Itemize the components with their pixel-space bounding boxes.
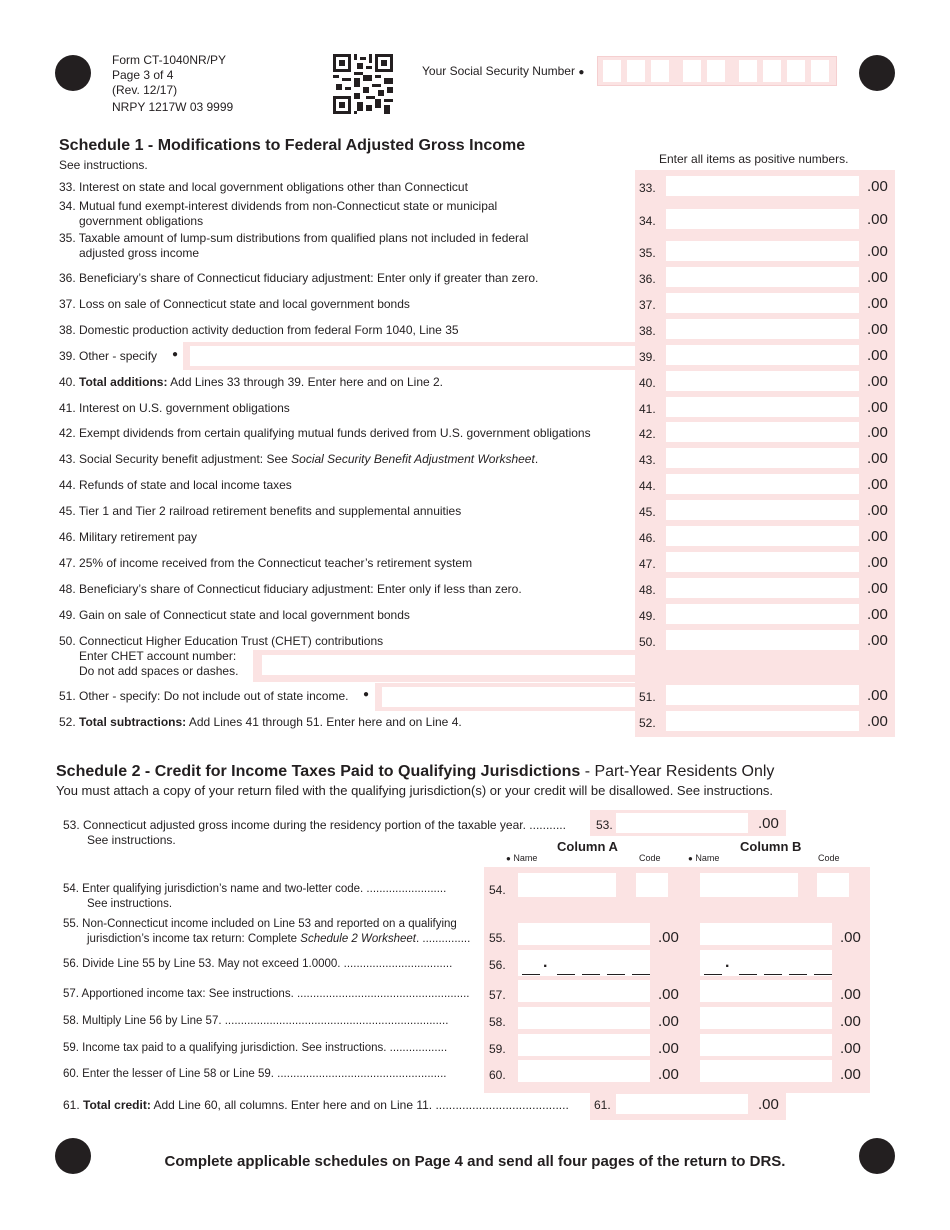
line-34-input[interactable] <box>666 209 859 229</box>
line-51-label: 51. Other - specify: Do not include out of state income. <box>59 689 349 703</box>
line-40-input[interactable] <box>666 371 859 391</box>
line-60-col-a-input[interactable] <box>518 1060 650 1082</box>
ssn-digit-5[interactable] <box>707 60 725 82</box>
ssn-digit-4[interactable] <box>683 60 701 82</box>
line-48-input[interactable] <box>666 578 859 598</box>
line-53-input[interactable] <box>616 813 748 833</box>
ssn-digit-2[interactable] <box>627 60 645 82</box>
line-50-number: 50. <box>639 635 656 649</box>
line-53-cents: .00 <box>758 815 779 832</box>
line-42-number: 42. <box>639 427 656 441</box>
line-53-label: 53. Connecticut adjusted gross income during the residency portion of the taxable year. ........... See instructions. <box>63 818 566 847</box>
line-44-label: 44. Refunds of state and local income taxes <box>59 478 292 492</box>
ssn-digit-6[interactable] <box>739 60 757 82</box>
line-56-col-b-input[interactable] <box>700 950 832 976</box>
line-46-cents: .00 <box>867 528 888 545</box>
line-40-cents: .00 <box>867 373 888 390</box>
line-43-number: 43. <box>639 453 656 467</box>
line-44-number: 44. <box>639 479 656 493</box>
line-59-col-b-cents: .00 <box>840 1040 861 1057</box>
line-39-number: 39. <box>639 350 656 364</box>
line-48-cents: .00 <box>867 580 888 597</box>
line-39-input[interactable] <box>666 345 859 365</box>
line-56-col-b-decimal: . <box>725 954 730 971</box>
line-44-cents: .00 <box>867 476 888 493</box>
line-58-col-b-input[interactable] <box>700 1007 832 1029</box>
line-41-number: 41. <box>639 402 656 416</box>
line-43-label: 43. Social Security benefit adjustment: See Social Security Benefit Adjustment Worksheet. <box>59 452 539 466</box>
line-50-cents: .00 <box>867 632 888 649</box>
line-38-number: 38. <box>639 324 656 338</box>
form-code: NRPY 1217W 03 9999 <box>112 100 234 114</box>
line-33-number: 33. <box>639 181 656 195</box>
line-51-cents: .00 <box>867 687 888 704</box>
line-59-number: 59. <box>489 1042 506 1056</box>
form-header <box>112 53 233 115</box>
line-61-input[interactable] <box>616 1094 748 1114</box>
line-58-col-a-cents: .00 <box>658 1013 679 1030</box>
line-58-number: 58. <box>489 1015 506 1029</box>
line-56-label: 56. Divide Line 55 by Line 53. May not exceed 1.0000. .................................. <box>63 958 453 970</box>
line-56-col-b-digit-5 <box>814 974 832 975</box>
line-55-col-b-input[interactable] <box>700 923 832 945</box>
line-51-specify-input[interactable] <box>382 687 635 707</box>
line-54-col-a-name-input[interactable] <box>518 873 616 897</box>
line-34-cents: .00 <box>867 211 888 228</box>
line-56-col-a-digit-3 <box>582 974 600 975</box>
line-47-cents: .00 <box>867 554 888 571</box>
line-42-input[interactable] <box>666 422 859 442</box>
line-57-col-a-cents: .00 <box>658 986 679 1003</box>
line-55-col-a-cents: .00 <box>658 929 679 946</box>
line-48-label: 48. Beneficiary’s share of Connecticut fiduciary adjustment: Enter only if less than zero. <box>59 582 522 596</box>
line-51-input[interactable] <box>666 685 859 705</box>
line-52-number: 52. <box>639 716 656 730</box>
line-35-cents: .00 <box>867 243 888 260</box>
line-50-input[interactable] <box>666 630 859 650</box>
line-45-label: 45. Tier 1 and Tier 2 railroad retirement benefits and supplemental annuities <box>59 504 462 518</box>
line-52-cents: .00 <box>867 713 888 730</box>
line-46-input[interactable] <box>666 526 859 546</box>
line-57-number: 57. <box>489 988 506 1002</box>
line-42-cents: .00 <box>867 424 888 441</box>
line-37-cents: .00 <box>867 295 888 312</box>
line-51-number: 51. <box>639 690 656 704</box>
line-59-col-a-input[interactable] <box>518 1034 650 1056</box>
line-39-cents: .00 <box>867 347 888 364</box>
line-60-col-b-input[interactable] <box>700 1060 832 1082</box>
line-58-col-a-input[interactable] <box>518 1007 650 1029</box>
line-57-col-b-input[interactable] <box>700 980 832 1002</box>
line-52-input[interactable] <box>666 711 859 731</box>
line-54-col-a-code-input[interactable] <box>636 873 668 897</box>
line-53-number: 53. <box>596 818 613 832</box>
page-number: Page 3 of 4 <box>112 68 174 82</box>
line-56-col-a-decimal: . <box>543 954 548 971</box>
line-58-label: 58. Multiply Line 56 by Line 57. ...................................................................... <box>63 1015 449 1027</box>
line-34-number: 34. <box>639 214 656 228</box>
line-41-cents: .00 <box>867 399 888 416</box>
form-id: Form CT-1040NR/PY <box>112 53 227 67</box>
line-43-input[interactable] <box>666 448 859 468</box>
line-39-bullet: ● <box>172 349 179 360</box>
line-40-number: 40. <box>639 376 656 390</box>
registration-mark-top-right <box>859 55 895 91</box>
line-60-number: 60. <box>489 1068 506 1082</box>
line-56-col-b-digit-1 <box>704 974 722 975</box>
line-41-input[interactable] <box>666 397 859 417</box>
registration-mark-top-left <box>55 55 91 91</box>
positive-numbers-note: Enter all items as positive numbers. <box>659 152 849 166</box>
line-60-col-a-cents: .00 <box>658 1066 679 1083</box>
line-56-col-b-digit-3 <box>764 974 782 975</box>
revision: (Rev. 12/17) <box>112 83 178 97</box>
line-61-cents: .00 <box>758 1096 779 1113</box>
schedule1-title: Schedule 1 - Modifications to Federal Adjusted Gross Income <box>59 137 526 154</box>
line-56-col-a-digit-2 <box>557 974 575 975</box>
line-56-col-a-digit-1 <box>522 974 540 975</box>
line-54-number: 54. <box>489 883 506 897</box>
line-59-col-a-cents: .00 <box>658 1040 679 1057</box>
schedule2-note: You must attach a copy of your return filed with the qualifying jurisdiction(s) or your credit will be disallowed. See instructions. <box>56 783 774 798</box>
line-54-col-b-code-input[interactable] <box>817 873 849 897</box>
column-a-code-label: Code <box>639 853 661 863</box>
line-43-cents: .00 <box>867 450 888 467</box>
line-33-input[interactable] <box>666 176 859 196</box>
line-61-number: 61. <box>594 1098 611 1112</box>
line-45-number: 45. <box>639 505 656 519</box>
column-b-name-label: ● Name <box>688 853 720 863</box>
line-45-cents: .00 <box>867 502 888 519</box>
line-49-label: 49. Gain on sale of Connecticut state and local government bonds <box>59 608 410 622</box>
line-55-col-b-cents: .00 <box>840 929 861 946</box>
column-a-header: Column A <box>557 839 618 854</box>
line-61-label: 61. Total credit: Add Line 60, all columns. Enter here and on Line 11. ........................................ <box>63 1098 569 1112</box>
line-56-col-a-digit-5 <box>632 974 650 975</box>
line-36-label: 36. Beneficiary’s share of Connecticut fiduciary adjustment: Enter only if greater than zero. <box>59 271 539 285</box>
line-55-number: 55. <box>489 931 506 945</box>
line-37-number: 37. <box>639 298 656 312</box>
line-47-label: 47. 25% of income received from the Connecticut teacher’s retirement system <box>59 556 473 570</box>
line-44-input[interactable] <box>666 474 859 494</box>
line-60-col-b-cents: .00 <box>840 1066 861 1083</box>
line-49-cents: .00 <box>867 606 888 623</box>
line-35-label: 35. Taxable amount of lump-sum distributions from qualified plans not included in federal adjusted gross income <box>59 231 529 260</box>
line-40-label: 40. Total additions: Add Lines 33 through 39. Enter here and on Line 2. <box>59 375 444 389</box>
line-47-number: 47. <box>639 557 656 571</box>
line-46-label: 46. Military retirement pay <box>59 530 198 544</box>
line-54-label: 54. Enter qualifying jurisdiction’s name and two-letter code. ......................... See instructions. <box>63 883 447 910</box>
line-55-col-a-input[interactable] <box>518 923 650 945</box>
line-59-col-b-input[interactable] <box>700 1034 832 1056</box>
ssn-label: Your Social Security Number ● <box>422 64 585 78</box>
line-34-label: 34. Mutual fund exempt-interest dividends from non-Connecticut state or municipal government obligations <box>59 199 498 228</box>
line-54-col-b-name-input[interactable] <box>700 873 798 897</box>
line-37-label: 37. Loss on sale of Connecticut state and local government bonds <box>59 297 410 311</box>
line-33-cents: .00 <box>867 178 888 195</box>
line-60-label: 60. Enter the lesser of Line 58 or Line 59. ..................................................... <box>63 1068 447 1080</box>
line-36-input[interactable] <box>666 267 859 287</box>
chet-account-input[interactable] <box>262 655 635 675</box>
line-36-number: 36. <box>639 272 656 286</box>
line-51-bullet: ● <box>363 689 370 700</box>
line-48-number: 48. <box>639 583 656 597</box>
line-46-number: 46. <box>639 531 656 545</box>
line-52-label: 52. Total subtractions: Add Lines 41 through 51. Enter here and on Line 4. <box>59 715 462 729</box>
ssn-digit-3[interactable] <box>651 60 669 82</box>
line-57-col-b-cents: .00 <box>840 986 861 1003</box>
ssn-digit-8[interactable] <box>787 60 805 82</box>
column-a-name-label: ● Name <box>506 853 538 863</box>
line-50-label: 50. Connecticut Higher Education Trust (CHET) contributions Enter CHET account number: Do not add spaces or dashes. <box>59 634 384 678</box>
line-38-input[interactable] <box>666 319 859 339</box>
line-47-input[interactable] <box>666 552 859 572</box>
line-38-cents: .00 <box>867 321 888 338</box>
line-58-col-b-cents: .00 <box>840 1013 861 1030</box>
footer-note: Complete applicable schedules on Page 4 and send all four pages of the return to DRS. <box>164 1153 786 1170</box>
line-56-col-b-digit-2 <box>739 974 757 975</box>
line-42-label: 42. Exempt dividends from certain qualifying mutual funds derived from U.S. government obligations <box>59 426 591 440</box>
line-45-input[interactable] <box>666 500 859 520</box>
qr-code-icon <box>333 54 393 114</box>
line-35-input[interactable] <box>666 241 859 261</box>
line-39-label: 39. Other - specify <box>59 349 158 363</box>
line-56-col-b-digit-4 <box>789 974 807 975</box>
line-41-label: 41. Interest on U.S. government obligations <box>59 401 290 415</box>
column-b-code-label: Code <box>818 853 840 863</box>
line-33-label: 33. Interest on state and local government obligations other than Connecticut <box>59 180 468 194</box>
line-49-number: 49. <box>639 609 656 623</box>
line-38-label: 38. Domestic production activity deduction from federal Form 1040, Line 35 <box>59 323 459 337</box>
line-56-col-a-digit-4 <box>607 974 625 975</box>
column-b-header: Column B <box>740 839 802 854</box>
line-56-number: 56. <box>489 958 506 972</box>
line-36-cents: .00 <box>867 269 888 286</box>
line-59-label: 59. Income tax paid to a qualifying jurisdiction. See instructions. .................. <box>63 1042 448 1054</box>
ssn-digit-1[interactable] <box>603 60 621 82</box>
line-39-specify-input[interactable] <box>190 346 635 366</box>
line-55-label: 55. Non-Connecticut income included on Line 53 and reported on a qualifying jurisdiction’s income tax return: Complete Schedule 2 Worksheet. ............... <box>63 918 471 945</box>
ssn-digit-7[interactable] <box>763 60 781 82</box>
line-35-number: 35. <box>639 246 656 260</box>
schedule2-title: Schedule 2 - Credit for Income Taxes Paid to Qualifying Jurisdictions - Part-Year Residents Only <box>56 763 775 780</box>
line-37-input[interactable] <box>666 293 859 313</box>
line-49-input[interactable] <box>666 604 859 624</box>
ssn-digit-9[interactable] <box>811 60 829 82</box>
schedule1-see-instructions: See instructions. <box>59 158 148 172</box>
line-57-label: 57. Apportioned income tax: See instructions. ...................................................... <box>63 988 470 1000</box>
line-56-col-a-input[interactable] <box>518 950 650 976</box>
line-57-col-a-input[interactable] <box>518 980 650 1002</box>
